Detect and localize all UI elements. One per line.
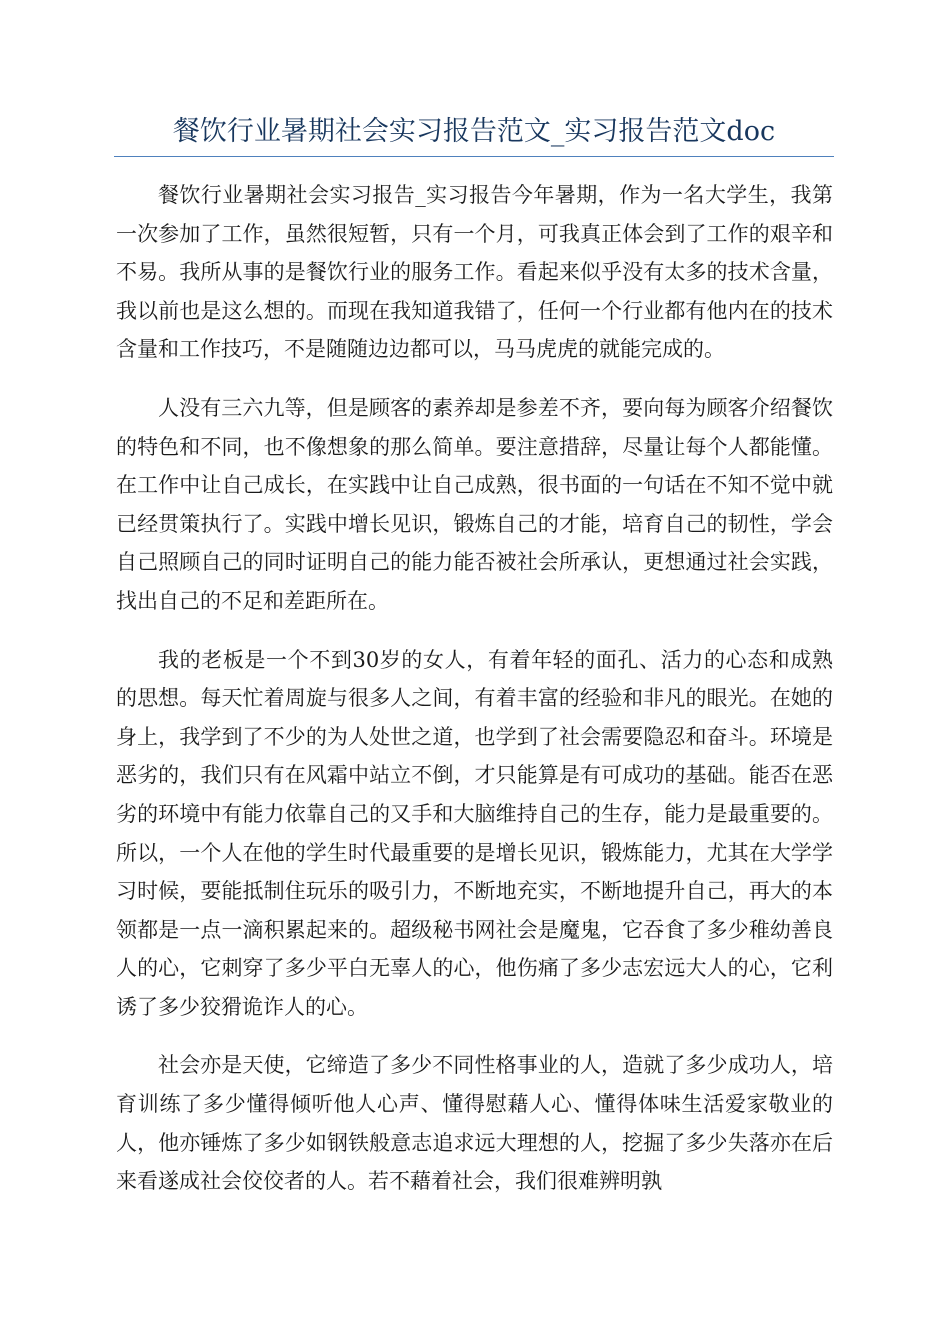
- document-body: [116, 176, 833, 1221]
- paragraph-4: 社会亦是天使，它缔造了多少不同性格事业的人，造就了多少成功人，培育训练了多少懂得倾听他人心声、懂得慰藉人心、懂得体味生活爱家敬业的人，他亦锤炼了多少如钢铁般意志追求远大理想的人，挖掘了多少失落亦在后来看遂成社会佼佼者的人。若不藉着社会，我们很难辨明孰: [116, 1053, 833, 1194]
- title-block: [114, 112, 834, 157]
- document-title: 餐饮行业暑期社会实习报告范文_实习报告范文doc: [172, 116, 776, 147]
- paragraph-3: 我的老板是一个不到30岁的女人，有着年轻的面孔、活力的心态和成熟的思想。每天忙着周旋与很多人之间，有着丰富的经验和非凡的眼光。在她的身上，我学到了不少的为人处世之道，也学到了社会需要隐忍和奋斗。环境是恶劣的，我们只有在风霜中站立不倒，才只能算是有可成功的基础。能否在恶劣的环境中有能力依靠自己的又手和大脑维持自己的生存，能力是最重要的。所以，一个人在他的学生时代最重要的是增长见识，锻炼能力，尤其在大学学习时候，要能抵制住玩乐的吸引力，不断地充实，不断地提升自己，再大的本领都是一点一滴积累起来的。超级秘书网社会是魔鬼，它吞食了多少稚幼善良人的心，它刺穿了多少平白无辜人的心，他伤痛了多少志宏远大人的心，它利诱了多少狡猾诡诈人的心。: [116, 647, 833, 1019]
- paragraph-2: 人没有三六九等，但是顾客的素养却是参差不齐，要向每为顾客介绍餐饮的特色和不同，也不像想象的那么简单。要注意措辞，尽量让每个人都能懂。在工作中让自己成长，在实践中让自己成熟，很书面的一句话在不知不觉中就已经贯策执行了。实践中增长见识，锻炼自己的才能，培育自己的韧性，学会自己照顾自己的同时证明自己的能力能否被社会所承认，更想通过社会实践，找出自己的不足和差距所在。: [116, 395, 833, 613]
- paragraph-1: 餐饮行业暑期社会实习报告_实习报告今年暑期，作为一名大学生，我第一次参加了工作，虽然很短暂，只有一个月，可我真正体会到了工作的艰辛和不易。我所从事的是餐饮行业的服务工作。看起来似乎没有太多的技术含量，我以前也是这么想的。而现在我知道我错了，任何一个行业都有他内在的技术含量和工作技巧，不是随随边边都可以，马马虎虎的就能完成的。: [116, 183, 833, 362]
